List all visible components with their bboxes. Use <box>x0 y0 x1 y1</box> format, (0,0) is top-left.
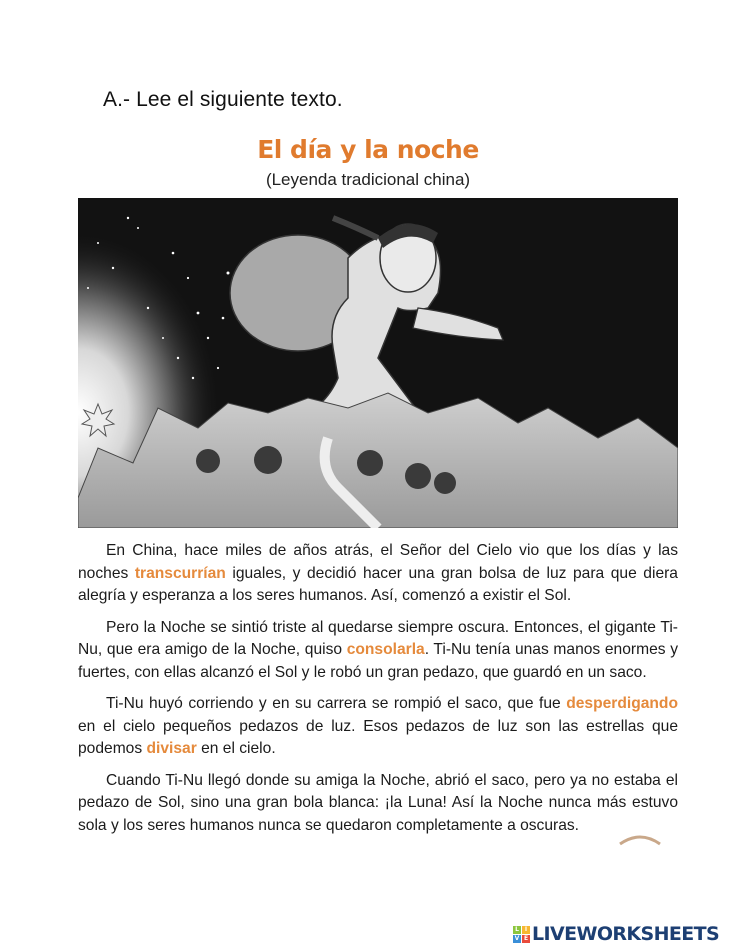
highlighted-word-desperdigando: desperdigando <box>566 695 678 712</box>
text-span: Pero la Noche se sintió triste al quedarse siempre oscura. Entonces, el gigante Ti-Nu, que era amigo de la Noche, quiso <box>78 618 678 658</box>
highlighted-word-transcurrian: transcurrían <box>134 564 226 582</box>
liveworksheets-logo-icon <box>513 926 530 943</box>
story-paragraph-4 <box>78 770 678 838</box>
story-subtitle: (Leyenda tradicional china) <box>265 170 471 189</box>
logo-letter: I <box>522 926 530 934</box>
liveworksheets-brand <box>513 923 719 945</box>
story-illustration <box>78 198 678 528</box>
story-text <box>78 540 678 846</box>
highlighted-word-consolarla: consolarla <box>346 641 425 658</box>
story-paragraph-3 <box>78 693 678 761</box>
text-span: En China, hace miles de años atrás, el Señor del Cielo vio que los días y las noches <box>78 542 678 582</box>
logo-letter: L <box>513 926 521 934</box>
text-span: en el cielo pequeños pedazos de luz. Esos pedazos de luz son las estrellas que podemos <box>78 717 678 757</box>
text-span: en el cielo. <box>196 740 276 757</box>
giant-running-illustration-icon <box>78 198 678 528</box>
instruction-text: A.- Lee el siguiente texto. <box>103 88 343 111</box>
brand-text: LIVEWORKSHEETS <box>532 923 720 945</box>
moon-arc-icon <box>618 832 662 846</box>
story-paragraph-1 <box>78 540 678 608</box>
logo-letter: V <box>514 934 520 942</box>
text-span: Cuando Ti-Nu llegó donde su amiga la Noche, abrió el saco, pero ya no estaba el pedazo de Sol, sino una gran bola blanca: ¡la Luna! Así la Noche nunca más estuvo sola y los seres humanos nunca se quedaron completamente a oscuras. <box>78 771 678 834</box>
text-span: iguales, y decidió hacer una gran bolsa de luz para que diera alegría y esperanza a los seres humanos. Así, comenzó a existir el Sol. <box>78 564 678 604</box>
highlighted-word-divisar: divisar <box>146 740 197 757</box>
logo-letter: E <box>523 934 529 942</box>
story-title: El día y la noche <box>257 135 479 164</box>
text-span: . Ti-Nu tenía unas manos enormes y fuertes, con ellas alcanzó el Sol y le robó un gran pedazo, que guardó en un saco. <box>78 641 678 681</box>
story-paragraph-2 <box>78 617 678 685</box>
text-span: Ti-Nu huyó corriendo y en su carrera se rompió el saco, que fue <box>106 695 567 712</box>
